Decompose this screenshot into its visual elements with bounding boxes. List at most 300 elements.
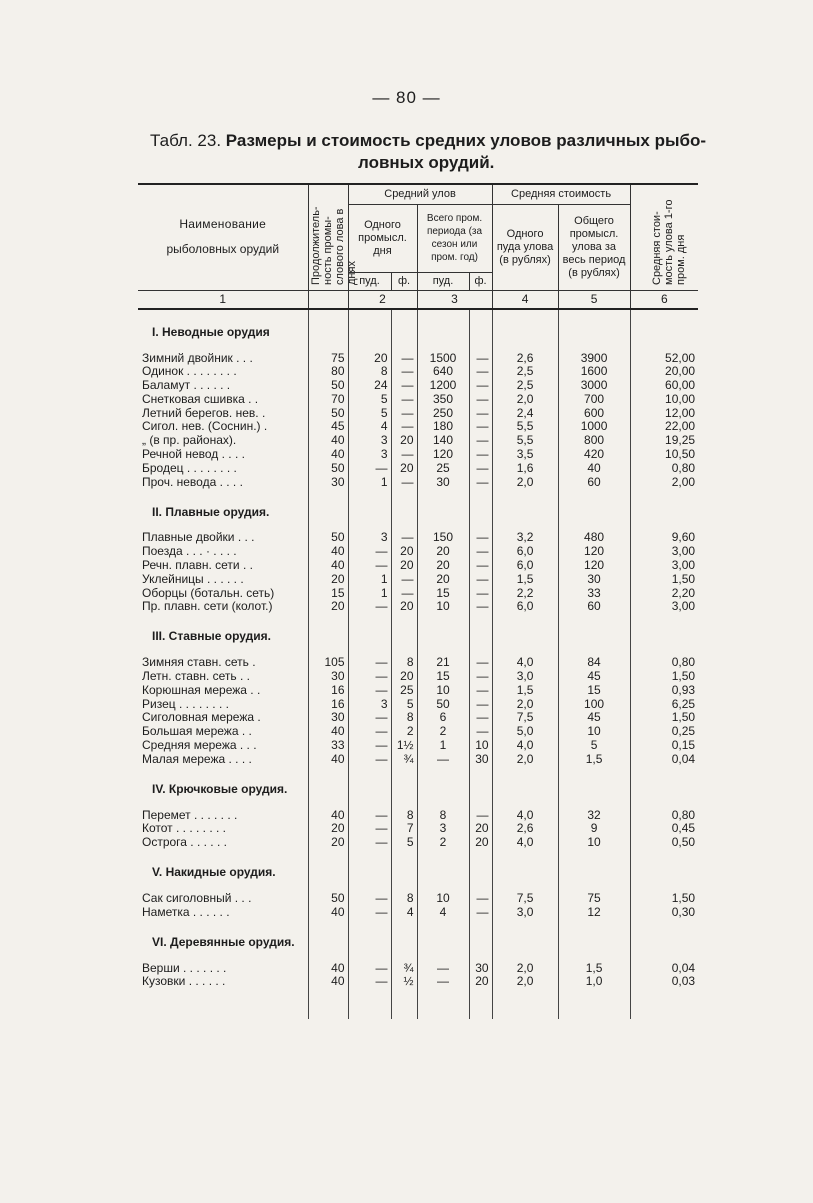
period-f-cell: — bbox=[469, 407, 492, 421]
period-pud-cell: 6 bbox=[417, 711, 469, 725]
empty-cell bbox=[417, 767, 469, 797]
name-header-line1: Наименование bbox=[179, 217, 267, 232]
duration-header bbox=[308, 184, 358, 290]
period-pud-cell: 21 bbox=[417, 656, 469, 670]
total-cost-cell: 1,0 bbox=[558, 975, 630, 989]
days-cell: 40 bbox=[308, 725, 348, 739]
period-pud-cell: 1200 bbox=[417, 379, 469, 393]
pud-cost-cell: 5,0 bbox=[492, 725, 558, 739]
gear-name-cell: Средняя мережа . . . bbox=[142, 739, 257, 753]
day-cost-cell: 0,80 bbox=[630, 462, 698, 476]
empty-cell bbox=[348, 989, 391, 1019]
days-cell: 30 bbox=[308, 711, 348, 725]
empty-cell bbox=[308, 989, 348, 1019]
day-pud-cell: — bbox=[348, 684, 391, 698]
total-cost-cell: 800 bbox=[558, 434, 630, 448]
pud-cost-cell: 4,0 bbox=[492, 809, 558, 823]
empty-cell bbox=[630, 767, 698, 797]
col-num-1: 1 bbox=[138, 290, 308, 309]
gear-name-cell: Проч. невода . . . . bbox=[142, 475, 243, 489]
total-cost-cell: 9 bbox=[558, 822, 630, 836]
days-cell: 30 bbox=[308, 670, 348, 684]
days-cell: 45 bbox=[308, 420, 348, 434]
table-row bbox=[138, 407, 698, 421]
total-cost-cell: 420 bbox=[558, 448, 630, 462]
days-cell: 50 bbox=[308, 462, 348, 476]
total-cost-cell: 33 bbox=[558, 587, 630, 601]
section-header-row bbox=[138, 614, 698, 644]
pud-cost-cell: 6,0 bbox=[492, 600, 558, 614]
day-pud-cell: 1 bbox=[348, 476, 391, 490]
period-f-cell: — bbox=[469, 587, 492, 601]
day-cost-cell: 52,00 bbox=[630, 352, 698, 366]
empty-cell bbox=[417, 614, 469, 644]
pud-cost-cell: 1,5 bbox=[492, 684, 558, 698]
day-f-cell: — bbox=[391, 393, 417, 407]
day-cost-cell: 2,00 bbox=[630, 476, 698, 490]
day-f-cell: 2 bbox=[391, 725, 417, 739]
table-row bbox=[138, 836, 698, 850]
day-pud-cell: — bbox=[348, 670, 391, 684]
section-header-row bbox=[138, 767, 698, 797]
day-f-cell: — bbox=[391, 448, 417, 462]
period-pud-cell: 350 bbox=[417, 393, 469, 407]
empty-cell bbox=[492, 850, 558, 880]
period-f-cell: 10 bbox=[469, 739, 492, 753]
avg-catch-header: Средний улов bbox=[348, 184, 492, 204]
day-pud-cell: — bbox=[348, 600, 391, 614]
spacer-row bbox=[138, 519, 698, 531]
day-cost-cell: 2,20 bbox=[630, 587, 698, 601]
gear-name-cell: Уклейницы . . . . . . bbox=[142, 572, 244, 586]
gear-name-cell: Поезда . . . · . . . . bbox=[142, 545, 237, 559]
pud-cost-cell: 1,5 bbox=[492, 573, 558, 587]
pud-cost-cell: 7,5 bbox=[492, 892, 558, 906]
period-pud-cell: 10 bbox=[417, 892, 469, 906]
table-row bbox=[138, 809, 698, 823]
empty-cell bbox=[630, 309, 698, 340]
col-num-2: 2 bbox=[348, 290, 417, 309]
day-pud-cell: 3 bbox=[348, 531, 391, 545]
pud-cost-cell: 3,0 bbox=[492, 670, 558, 684]
day-pud-cell: — bbox=[348, 975, 391, 989]
table-row bbox=[138, 892, 698, 906]
day-f-cell: 20 bbox=[391, 670, 417, 684]
period-f-cell: — bbox=[469, 462, 492, 476]
empty-cell bbox=[308, 920, 348, 950]
table-label: Табл. 23. bbox=[150, 131, 222, 150]
total-cost-cell: 1,5 bbox=[558, 753, 630, 767]
period-f-cell: 30 bbox=[469, 962, 492, 976]
period-pud-cell: 250 bbox=[417, 407, 469, 421]
day-f-cell: ½ bbox=[391, 975, 417, 989]
day-f-cell: 20 bbox=[391, 600, 417, 614]
total-cost-cell: 15 bbox=[558, 684, 630, 698]
gear-name-cell: Сак сиголовный . . . bbox=[142, 892, 252, 906]
total-cost-cell: 12 bbox=[558, 906, 630, 920]
section-title: III. Ставные орудия. bbox=[152, 629, 271, 644]
days-cell: 75 bbox=[308, 352, 348, 366]
period-f-cell: — bbox=[469, 531, 492, 545]
period-f-cell: — bbox=[469, 393, 492, 407]
days-cell: 40 bbox=[308, 448, 348, 462]
empty-cell bbox=[417, 340, 469, 352]
period-pud-cell: 20 bbox=[417, 559, 469, 573]
empty-cell bbox=[492, 920, 558, 950]
empty-cell bbox=[391, 614, 417, 644]
pud-cost-cell: 2,6 bbox=[492, 822, 558, 836]
pud-cost-cell: 5,5 bbox=[492, 434, 558, 448]
day-f-cell: ¾ bbox=[391, 753, 417, 767]
table-row bbox=[138, 822, 698, 836]
empty-cell bbox=[492, 489, 558, 519]
gear-name-cell: Котот . . . . . . . . bbox=[142, 822, 227, 836]
table-title bbox=[150, 130, 730, 174]
period-pud-cell: 20 bbox=[417, 573, 469, 587]
day-f-cell: 8 bbox=[391, 656, 417, 670]
period-pud-cell: 150 bbox=[417, 531, 469, 545]
empty-cell bbox=[417, 309, 469, 340]
day-cost-cell: 0,03 bbox=[630, 975, 698, 989]
day-pud-cell: — bbox=[348, 962, 391, 976]
empty-cell bbox=[348, 920, 391, 950]
gear-name-cell: Малая мережа . . . . bbox=[142, 752, 252, 766]
day-pud-cell: 3 bbox=[348, 698, 391, 712]
table-row bbox=[138, 531, 698, 545]
empty-cell bbox=[492, 797, 558, 809]
empty-cell bbox=[630, 489, 698, 519]
pud-cost-cell: 2,0 bbox=[492, 975, 558, 989]
day-cost-cell: 0,45 bbox=[630, 822, 698, 836]
period-f-cell: — bbox=[469, 892, 492, 906]
section-title: VI. Деревянные орудия. bbox=[152, 934, 295, 949]
name-header bbox=[138, 184, 308, 290]
empty-cell bbox=[391, 850, 417, 880]
days-cell: 16 bbox=[308, 684, 348, 698]
pud-cost-cell: 1,6 bbox=[492, 462, 558, 476]
period-pud-cell: 2 bbox=[417, 725, 469, 739]
gear-name-cell: „ (в пр. районах). bbox=[142, 434, 237, 448]
period-pud-cell: 3 bbox=[417, 822, 469, 836]
period-pud-cell: 180 bbox=[417, 420, 469, 434]
total-cost-cell: 5 bbox=[558, 739, 630, 753]
table-row bbox=[138, 379, 698, 393]
total-cost-cell: 60 bbox=[558, 476, 630, 490]
day-pud-cell: — bbox=[348, 822, 391, 836]
day-cost-cell: 3,00 bbox=[630, 600, 698, 614]
empty-cell bbox=[469, 850, 492, 880]
gear-name-cell: Снетковая сшивка . . bbox=[142, 392, 259, 406]
day-cost-cell: 6,25 bbox=[630, 698, 698, 712]
pud-cost-cell: 2,5 bbox=[492, 379, 558, 393]
empty-cell bbox=[138, 950, 308, 962]
days-cell: 50 bbox=[308, 407, 348, 421]
day-pud-cell: — bbox=[348, 711, 391, 725]
day-f-cell: 25 bbox=[391, 684, 417, 698]
total-cost-cell: 84 bbox=[558, 656, 630, 670]
day-pud-cell: 3 bbox=[348, 434, 391, 448]
empty-cell bbox=[348, 950, 391, 962]
section-title: IV. Крючковые орудия. bbox=[152, 781, 288, 796]
day-f-cell: 20 bbox=[391, 462, 417, 476]
empty-cell bbox=[469, 767, 492, 797]
total-cost-cell: 75 bbox=[558, 892, 630, 906]
day-pud-cell: 5 bbox=[348, 407, 391, 421]
day-f-cell: ¾ bbox=[391, 962, 417, 976]
table-row bbox=[138, 711, 698, 725]
period-pud-cell: — bbox=[417, 753, 469, 767]
empty-cell bbox=[558, 340, 630, 352]
empty-cell bbox=[308, 309, 348, 340]
empty-cell bbox=[630, 920, 698, 950]
period-f-cell: — bbox=[469, 420, 492, 434]
empty-cell bbox=[558, 920, 630, 950]
period-f-cell: 20 bbox=[469, 975, 492, 989]
gear-name-cell: Плавные двойки . . . bbox=[142, 531, 255, 545]
whole-period-header: Всего пром. периода (за сезон или пром. год) bbox=[417, 204, 492, 272]
empty-cell bbox=[558, 309, 630, 340]
day-f-cell: — bbox=[391, 587, 417, 601]
empty-cell bbox=[391, 767, 417, 797]
pud-cost-cell: 2,5 bbox=[492, 365, 558, 379]
day-cost-cell: 1,50 bbox=[630, 573, 698, 587]
day-cost-cell: 19,25 bbox=[630, 434, 698, 448]
avg-cost-header: Средняя стоимость bbox=[492, 184, 630, 204]
total-cost-cell: 1000 bbox=[558, 420, 630, 434]
days-cell: 20 bbox=[308, 822, 348, 836]
table-row bbox=[138, 906, 698, 920]
empty-cell bbox=[138, 519, 308, 531]
gear-name-cell: Сиголовная мережа . bbox=[142, 711, 261, 725]
empty-cell bbox=[630, 950, 698, 962]
empty-cell bbox=[630, 850, 698, 880]
gear-name-cell: Верши . . . . . . . bbox=[142, 961, 227, 975]
empty-cell bbox=[630, 989, 698, 1019]
days-cell: 105 bbox=[308, 656, 348, 670]
table-row bbox=[138, 600, 698, 614]
gear-name-cell: Корюшная мережа . . bbox=[142, 683, 261, 697]
period-pud-cell: 20 bbox=[417, 545, 469, 559]
total-cost-cell: 100 bbox=[558, 698, 630, 712]
table-row bbox=[138, 753, 698, 767]
empty-cell bbox=[391, 950, 417, 962]
table-row bbox=[138, 975, 698, 989]
empty-cell bbox=[469, 340, 492, 352]
col-num-5: 5 bbox=[558, 290, 630, 309]
day-pud-cell: — bbox=[348, 656, 391, 670]
table-row bbox=[138, 698, 698, 712]
empty-cell bbox=[391, 340, 417, 352]
empty-cell bbox=[558, 614, 630, 644]
empty-cell bbox=[630, 797, 698, 809]
days-cell: 20 bbox=[308, 836, 348, 850]
period-f-cell: — bbox=[469, 684, 492, 698]
empty-cell bbox=[348, 309, 391, 340]
period-f-cell: — bbox=[469, 379, 492, 393]
section-title: II. Плавные орудия. bbox=[152, 504, 270, 519]
avg-cost-day-header-text: Средняя стои-мость улова 1-го пром. дня bbox=[651, 199, 688, 286]
period-pud-header: пуд. bbox=[417, 272, 469, 290]
day-cost-cell: 0,80 bbox=[630, 809, 698, 823]
name-header-line2: рыболовных орудий bbox=[166, 242, 280, 257]
gear-name-cell: Перемет . . . . . . . bbox=[142, 808, 238, 822]
gear-name-cell: Зимняя ставн. сеть . bbox=[142, 656, 256, 670]
day-f-cell: — bbox=[391, 352, 417, 366]
table-title-continuation: ловных орудий. bbox=[358, 153, 495, 172]
spacer-row bbox=[138, 340, 698, 352]
gear-name-cell: Летний берегов. нев. . bbox=[142, 406, 266, 420]
pud-cost-cell: 2,2 bbox=[492, 587, 558, 601]
empty-cell bbox=[492, 614, 558, 644]
empty-cell bbox=[138, 340, 308, 352]
period-f-cell: — bbox=[469, 809, 492, 823]
period-pud-cell: 120 bbox=[417, 448, 469, 462]
day-f-cell: 20 bbox=[391, 434, 417, 448]
total-cost-cell: 120 bbox=[558, 559, 630, 573]
day-pud-cell: — bbox=[348, 809, 391, 823]
empty-cell bbox=[417, 489, 469, 519]
period-f-cell: — bbox=[469, 725, 492, 739]
spacer-row bbox=[138, 644, 698, 656]
table-row bbox=[138, 656, 698, 670]
pud-cost-cell: 4,0 bbox=[492, 739, 558, 753]
empty-cell bbox=[558, 989, 630, 1019]
period-f-cell: — bbox=[469, 448, 492, 462]
pud-cost-cell: 3,0 bbox=[492, 906, 558, 920]
day-cost-cell: 0,15 bbox=[630, 739, 698, 753]
empty-cell bbox=[348, 340, 391, 352]
day-pud-cell: 8 bbox=[348, 365, 391, 379]
total-cost-cell: 40 bbox=[558, 462, 630, 476]
table-row bbox=[138, 352, 698, 366]
total-cost-cell: 1,5 bbox=[558, 962, 630, 976]
empty-cell bbox=[417, 950, 469, 962]
day-pud-cell: 20 bbox=[348, 352, 391, 366]
total-cost-cell: 10 bbox=[558, 725, 630, 739]
day-pud-cell: — bbox=[348, 906, 391, 920]
day-pud-cell: — bbox=[348, 462, 391, 476]
gear-name-cell: Пр. плавн. сети (колот.) bbox=[142, 600, 273, 614]
empty-cell bbox=[391, 797, 417, 809]
pud-cost-cell: 2,0 bbox=[492, 753, 558, 767]
day-pud-cell: 24 bbox=[348, 379, 391, 393]
period-pud-cell: 2 bbox=[417, 836, 469, 850]
table-body bbox=[138, 309, 698, 1020]
empty-cell bbox=[138, 880, 308, 892]
day-f-cell: 4 bbox=[391, 906, 417, 920]
total-cost-cell: 600 bbox=[558, 407, 630, 421]
days-cell: 40 bbox=[308, 809, 348, 823]
days-cell: 20 bbox=[308, 573, 348, 587]
gear-name-cell: Наметка . . . . . . bbox=[142, 905, 230, 919]
empty-cell bbox=[391, 489, 417, 519]
day-f-cell: 1½ bbox=[391, 739, 417, 753]
empty-cell bbox=[558, 767, 630, 797]
empty-cell bbox=[391, 309, 417, 340]
gear-name-cell: Острога . . . . . . bbox=[142, 836, 227, 850]
days-cell: 40 bbox=[308, 545, 348, 559]
period-f-cell: — bbox=[469, 600, 492, 614]
period-f-cell: — bbox=[469, 476, 492, 490]
col-num-6: 6 bbox=[630, 290, 698, 309]
gear-name-cell: Большая мережа . . bbox=[142, 725, 252, 739]
table-row bbox=[138, 545, 698, 559]
gear-name-cell: Кузовки . . . . . . bbox=[142, 975, 226, 989]
empty-cell bbox=[348, 850, 391, 880]
table-row bbox=[138, 587, 698, 601]
period-f-cell: — bbox=[469, 711, 492, 725]
pud-cost-cell: 2,0 bbox=[492, 962, 558, 976]
section-title: V. Накидные орудия. bbox=[152, 865, 276, 880]
empty-cell bbox=[417, 850, 469, 880]
day-pud-cell: — bbox=[348, 739, 391, 753]
period-f-cell: — bbox=[469, 559, 492, 573]
period-f-cell: — bbox=[469, 670, 492, 684]
col-num-3: 3 bbox=[417, 290, 492, 309]
pud-cost-cell: 3,2 bbox=[492, 531, 558, 545]
gear-name-cell: Летн. ставн. сеть . . bbox=[142, 670, 251, 684]
gear-name-cell: Речн. плавн. сети . . bbox=[142, 559, 253, 573]
empty-cell bbox=[348, 797, 391, 809]
empty-cell bbox=[558, 489, 630, 519]
table-row bbox=[138, 462, 698, 476]
day-cost-cell: 0,93 bbox=[630, 684, 698, 698]
table-row bbox=[138, 684, 698, 698]
empty-cell bbox=[469, 797, 492, 809]
empty-cell bbox=[348, 767, 391, 797]
pud-cost-cell: 3,5 bbox=[492, 448, 558, 462]
day-pud-cell: — bbox=[348, 892, 391, 906]
one-pud-header: Одного пуда улова (в рублях) bbox=[492, 204, 558, 290]
days-cell: 50 bbox=[308, 892, 348, 906]
day-cost-cell: 9,60 bbox=[630, 531, 698, 545]
day-pud-cell: — bbox=[348, 725, 391, 739]
day-cost-cell: 0,04 bbox=[630, 962, 698, 976]
days-cell: 16 bbox=[308, 698, 348, 712]
period-pud-cell: — bbox=[417, 975, 469, 989]
gear-name-cell: Бродец . . . . . . . . bbox=[142, 461, 237, 475]
day-cost-cell: 1,50 bbox=[630, 711, 698, 725]
empty-cell bbox=[417, 920, 469, 950]
gear-name-cell: Оборцы (ботальн. сеть) bbox=[142, 586, 275, 600]
period-pud-cell: 15 bbox=[417, 670, 469, 684]
empty-cell bbox=[417, 797, 469, 809]
pud-cost-cell: 2,6 bbox=[492, 352, 558, 366]
gear-name-cell: Одинок . . . . . . . . bbox=[142, 365, 237, 379]
day-f-cell: 7 bbox=[391, 822, 417, 836]
empty-cell bbox=[469, 950, 492, 962]
days-cell: 15 bbox=[308, 587, 348, 601]
day-pud-cell: 1 bbox=[348, 587, 391, 601]
period-f-cell: 30 bbox=[469, 753, 492, 767]
total-cost-cell: 3000 bbox=[558, 379, 630, 393]
table-row bbox=[138, 725, 698, 739]
empty-cell bbox=[469, 920, 492, 950]
day-cost-cell: 60,00 bbox=[630, 379, 698, 393]
one-day-header: Одного промысл. дня bbox=[348, 204, 417, 272]
day-f-header: ф. bbox=[391, 272, 417, 290]
pud-cost-cell: 2,4 bbox=[492, 407, 558, 421]
total-cost-cell: 120 bbox=[558, 545, 630, 559]
period-pud-cell: 1500 bbox=[417, 352, 469, 366]
total-catch-header: Общего промысл. улова за весь период (в рублях) bbox=[558, 204, 630, 290]
page-number: — 80 — bbox=[372, 88, 441, 107]
table-row bbox=[138, 670, 698, 684]
empty-cell bbox=[492, 950, 558, 962]
gear-name-cell: Баламут . . . . . . bbox=[142, 379, 231, 393]
day-f-cell: 5 bbox=[391, 698, 417, 712]
day-cost-cell: 3,00 bbox=[630, 559, 698, 573]
